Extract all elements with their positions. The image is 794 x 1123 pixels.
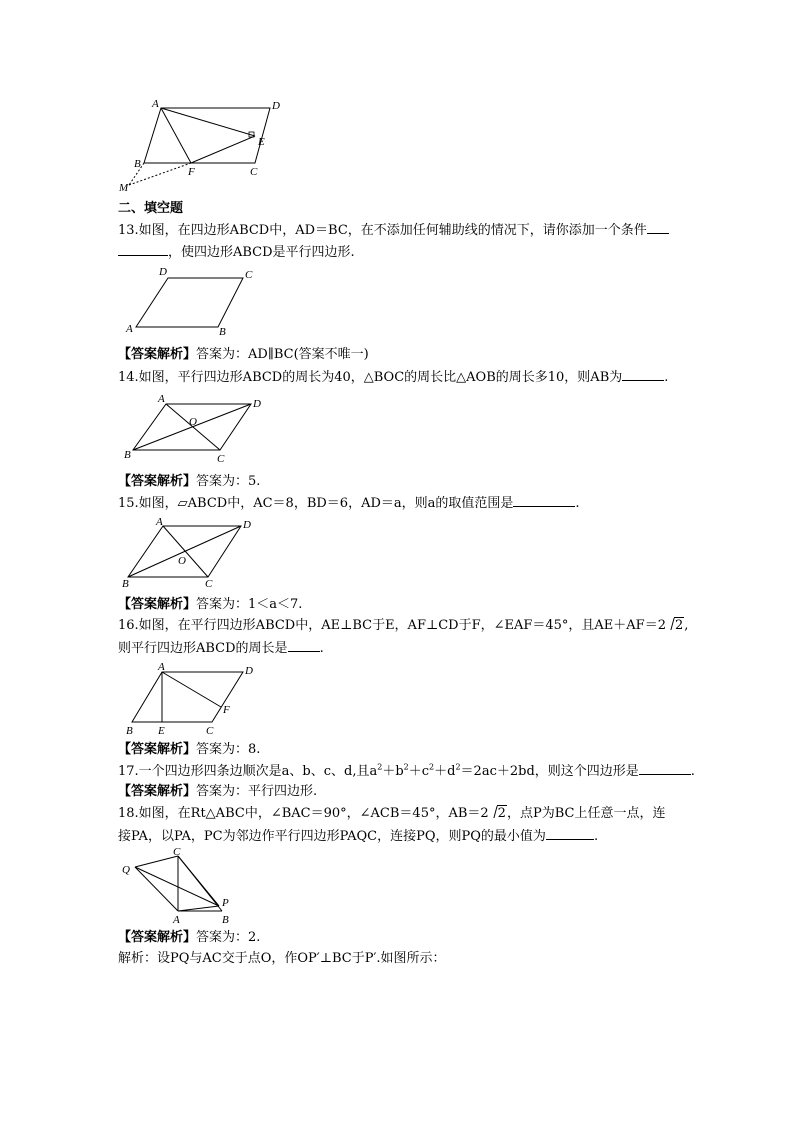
- q13-line1: [118, 221, 669, 240]
- sqrt-sign: [489, 805, 507, 823]
- q17-line: [118, 762, 695, 781]
- q17-text-a: 17.一个四边形四条边顺次是a、b、c、d,且a: [118, 764, 378, 779]
- q14-answer: [118, 473, 260, 491]
- sup: 2: [403, 762, 409, 772]
- label-M: M: [119, 182, 129, 194]
- label-D: D: [159, 266, 167, 278]
- q17-text-b: ＋b: [382, 764, 404, 779]
- q17-blank: [639, 762, 691, 775]
- label-A: A: [152, 98, 159, 110]
- sup: 2: [429, 762, 435, 772]
- label-B: B: [134, 158, 141, 170]
- answer-tag: 【答案解析】: [118, 742, 197, 757]
- q13-text2: ，使四边形ABCD是平行四边形.: [168, 245, 355, 260]
- answer-tag: 【答案解析】: [118, 930, 197, 945]
- label-Q: Q: [122, 864, 130, 876]
- section-title: 二、填空题: [118, 201, 184, 216]
- sqrt-sign: [666, 617, 684, 635]
- label-A: A: [173, 914, 180, 926]
- label-B: B: [124, 449, 131, 461]
- q15-end: .: [575, 496, 580, 511]
- sqrt-value: 2: [497, 806, 506, 821]
- q18-blank: [546, 827, 594, 840]
- answer-tag: 【答案解析】: [118, 347, 197, 362]
- label-C: C: [205, 578, 213, 590]
- sup: 2: [377, 762, 383, 772]
- sup: 2: [455, 762, 461, 772]
- q15-line: [118, 494, 580, 513]
- answer-text: 答案为：平行四边形.: [196, 784, 318, 799]
- figure-q18: [118, 845, 248, 927]
- figure-q14: [118, 388, 268, 468]
- q14-line: [118, 368, 668, 387]
- label-C: C: [250, 166, 258, 178]
- figure-q12: [115, 95, 295, 195]
- label-B: B: [122, 578, 129, 590]
- label-D: D: [245, 665, 253, 677]
- q14-blank: [622, 368, 664, 381]
- label-O: O: [178, 555, 186, 567]
- q17-answer: [118, 783, 317, 801]
- q13-blank-b: [118, 243, 168, 256]
- answer-text: 答案为：1＜a＜7.: [196, 597, 303, 612]
- q18-line2: [118, 827, 598, 846]
- figure-q16: [118, 658, 268, 738]
- label-B: B: [219, 326, 226, 338]
- q18-answer: [118, 929, 260, 947]
- q16-text: 16.如图，在平行四边形ABCD中，AE⊥BC于E，AF⊥CD于F，∠EAF＝45°，且AE＋AF＝2: [118, 618, 666, 633]
- q16-line2: [118, 639, 324, 658]
- q18-end: .: [593, 829, 599, 844]
- label-A: A: [158, 393, 165, 405]
- answer-tag: 【答案解析】: [118, 784, 197, 799]
- q15-text: 15.如图，▱ABCD中，AC＝8，BD＝6，AD＝a，则a的取值范围是: [118, 496, 514, 511]
- label-C: C: [217, 453, 225, 465]
- label-F: F: [223, 704, 230, 716]
- label-B: B: [126, 725, 133, 737]
- label-E: E: [158, 725, 165, 737]
- q14-text: 14.如图，平行四边形ABCD的周长为40，△BOC的周长比△AOB的周长多10，则AB为: [118, 370, 623, 385]
- q13-blank-a: [647, 221, 669, 234]
- q13-text: 13.如图，在四边形ABCD中，AD＝BC，在不添加任何辅助线的情况下，请你添加一个条件: [118, 223, 647, 238]
- q16-answer: [118, 741, 260, 759]
- q13-line2: [118, 243, 355, 262]
- q16-text2: 则平行四边形ABCD的周长是: [118, 641, 288, 656]
- answer-text: 答案为：AD∥BC(答案不唯一): [196, 347, 369, 362]
- q13-answer: [118, 346, 369, 364]
- q18-text-b: ，点P为BC上任意一点，连: [506, 806, 666, 821]
- figure-q15: [118, 514, 268, 594]
- q18-text-a: 18.如图，在Rt△ABC中，∠BAC＝90°，∠ACB＝45°，AB＝2: [118, 806, 489, 821]
- q15-answer: [118, 596, 302, 614]
- label-D: D: [243, 519, 251, 531]
- q16-blank: [288, 639, 320, 652]
- label-F: F: [188, 166, 195, 178]
- label-A: A: [158, 661, 165, 673]
- q17-text-e: ＝2ac＋2bd，则这个四边形是: [460, 764, 639, 779]
- label-D: D: [253, 398, 261, 410]
- label-B: B: [222, 914, 229, 926]
- label-C: C: [245, 269, 253, 281]
- q17-end: .: [690, 764, 695, 779]
- answer-tag: 【答案解析】: [118, 597, 197, 612]
- answer-text: 答案为：8.: [196, 742, 261, 757]
- q18-text2: 接PA，以PA，PC为邻边作平行四边形PAQC，连接PQ，则PQ的最小值为: [118, 829, 546, 844]
- label-A: A: [126, 323, 133, 335]
- sqrt-value: 2: [674, 618, 684, 633]
- label-D: D: [272, 100, 280, 112]
- q14-end: .: [664, 370, 669, 385]
- q18-line1: [118, 805, 665, 823]
- label-A: A: [156, 516, 163, 528]
- label-C: C: [173, 846, 181, 858]
- q17-text-c: ＋c: [408, 764, 430, 779]
- q16-end: .: [319, 641, 324, 656]
- figure-q13: [118, 262, 268, 342]
- q15-blank: [513, 494, 575, 507]
- q16-comma: ,: [684, 618, 689, 633]
- label-E: E: [258, 136, 265, 148]
- label-O: O: [189, 416, 197, 428]
- answer-text: 答案为：5.: [196, 474, 261, 489]
- answer-text: 答案为：2.: [196, 930, 261, 945]
- q16-line1: [118, 617, 688, 635]
- label-C: C: [206, 725, 214, 737]
- label-P: P: [222, 897, 229, 909]
- answer-tag: 【答案解析】: [118, 474, 197, 489]
- q17-text-d: ＋d: [434, 764, 456, 779]
- q18-analysis: 解析：设PQ与AC交于点O，作OP′⊥BC于P′.如图所示：: [118, 951, 446, 966]
